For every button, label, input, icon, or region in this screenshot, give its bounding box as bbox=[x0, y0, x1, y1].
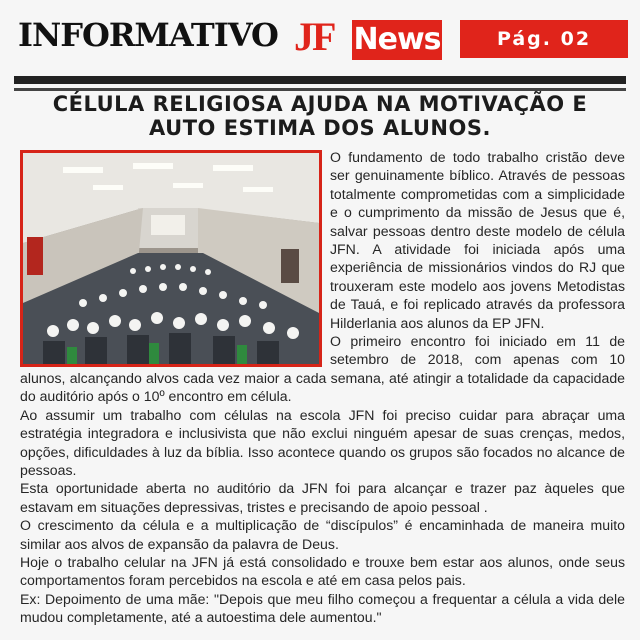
headline-line-1: CÉLULA RELIGIOSA AJUDA NA MOTIVAÇÃO E bbox=[52, 92, 588, 116]
article-paragraph: Hoje o trabalho celular na JFN já está consolidado e trouxe bem estar aos alunos, onde seus comportamentos foram percebidos na escola e até em casa pelos pais. bbox=[20, 553, 625, 589]
article-paragraph: Ex: Depoimento de uma mãe: "Depois que meu filho começou a frequentar a célula a vida dele mudou completamente, até a autoestima dele aumentou." bbox=[20, 590, 625, 626]
page-number-badge: Pág. 02 bbox=[460, 20, 628, 58]
masthead-title: INFORMATIVO bbox=[18, 16, 278, 54]
header-divider-thick bbox=[14, 76, 626, 84]
masthead-news-logo: News bbox=[352, 20, 442, 60]
header-divider-thin bbox=[14, 88, 626, 91]
article-headline bbox=[14, 92, 626, 140]
article-paragraph: O primeiro encontro foi iniciado em 11 de setembro de 2018, com apenas com 10 alunos, alcançando alvos cada vez maior a cada semana, até atingir a totalidade da capacidade do auditório após o 10º encontro em célula. bbox=[20, 333, 625, 405]
article-paragraph: Esta oportunidade aberta no auditório da JFN foi para alcançar e trazer paz àqueles que estavam em situações depressivas, tristes e precisando de apoio pessoal . bbox=[20, 480, 625, 515]
article-body bbox=[20, 148, 625, 627]
photo-spacer bbox=[20, 148, 330, 366]
headline-line-2: AUTO ESTIMA DOS ALUNOS. bbox=[149, 116, 491, 140]
article-paragraph: O crescimento da célula e a multiplicação de “discípulos” é encaminhada de maneira muito similar aos alvos de expansão da palavra de Deus. bbox=[20, 517, 625, 552]
masthead-jf-logo: JF bbox=[294, 14, 335, 59]
article-paragraph: O fundamento de todo trabalho cristão deve ser genuinamente bíblico. Através de pessoas totalmente comprometidas com a simplicidade e o cumprimento da missão de Jesus que é, salvar pessoas dentro deste modelo de célula JFN. A atividade foi iniciada após uma experiência de missionários vindos do RJ que trouxeram este modelo aos jovens Metodistas de Tauá, e foi replicado através da professora Hilderlania aos alunos da EP JFN. bbox=[330, 149, 625, 331]
article-paragraph: Ao assumir um trabalho com células na escola JFN foi preciso cuidar para abraçar uma estratégia integradora e inclusivista que não exclui ninguém apesar de suas crenças, medos, opções, dificuldades à luz da bíblia. Isso acontece quando os grupos são focados no alcance de pessoas. bbox=[20, 406, 625, 478]
masthead bbox=[14, 10, 626, 60]
